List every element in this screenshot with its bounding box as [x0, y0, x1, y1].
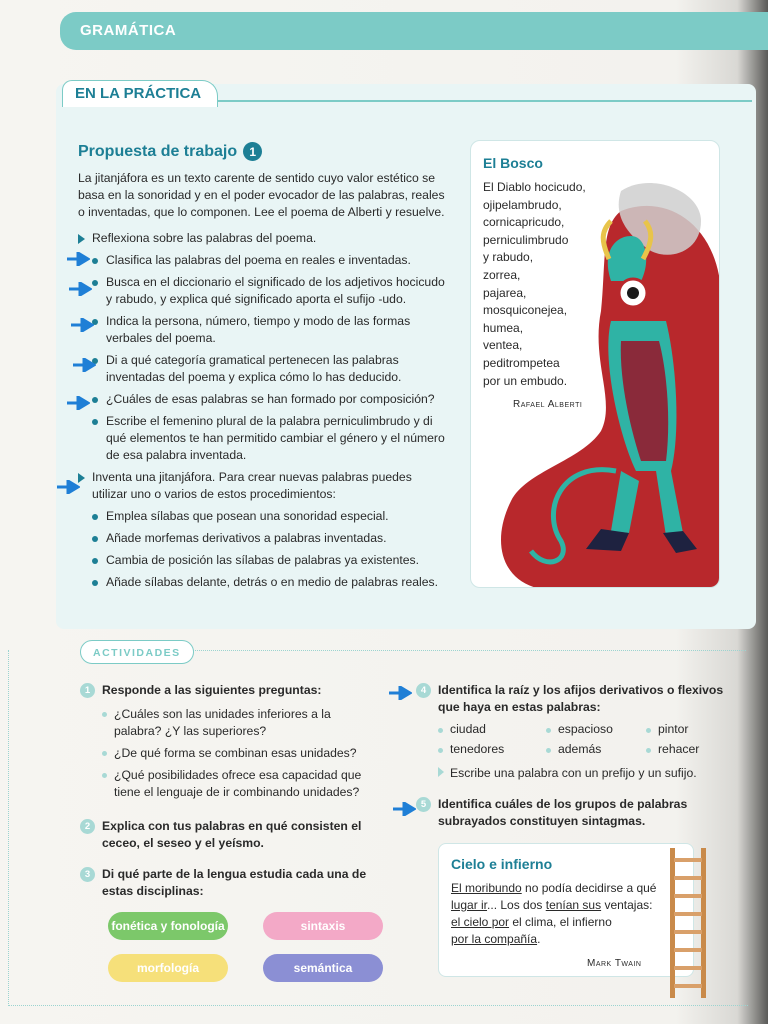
bullet-dot-icon	[438, 728, 443, 733]
task-item: Indica la persona, número, tiempo y modo de las formas verbales del poema.	[78, 313, 448, 347]
question-text: Explica con tus palabras en qué consisten el ceceo, el seseo y el yeísmo.	[102, 819, 362, 850]
activities-divider	[186, 650, 746, 651]
question-text: Di qué parte de la lengua estudia cada una de estas disciplinas:	[102, 867, 367, 898]
poem-line: El Diablo hocicudo,	[483, 180, 586, 194]
bullet-dot-icon	[92, 514, 98, 520]
section-header-bar	[60, 12, 768, 50]
list-item: ¿Qué posibilidades ofrece esa capacidad que tiene el lenguaje de ir combinando unidades?	[102, 767, 372, 801]
bullet-dot-icon	[92, 258, 98, 264]
poem-line: y rabudo,	[483, 250, 534, 265]
blue-arrow-icon	[388, 686, 412, 700]
poem-title: El Bosco	[483, 155, 543, 171]
blue-arrow-icon	[68, 282, 92, 296]
practice-title: EN LA PRÁCTICA	[75, 85, 202, 102]
poem-line: humea,	[483, 320, 524, 335]
blue-arrow-icon	[66, 396, 90, 410]
ladder-icon	[664, 848, 712, 998]
bullet-dot-icon	[546, 748, 551, 753]
task-item: Emplea sílabas que posean una sonoridad especial.	[78, 508, 448, 525]
question-text: Responde a las siguientes preguntas:	[102, 683, 322, 697]
proposal-title: Propuesta de trabajo	[78, 142, 238, 160]
question-text: Identifica cuáles de los grupos de palabras subrayados constituyen sintagmas.	[438, 797, 688, 828]
poem-text	[483, 179, 603, 390]
blue-arrow-icon	[392, 802, 416, 816]
bullet-dot-icon	[438, 748, 443, 753]
question-5	[420, 796, 698, 830]
discipline-pill: fonética y fonología	[108, 912, 228, 940]
discipline-pill: semántica	[263, 954, 383, 982]
blue-arrow-icon	[70, 318, 94, 332]
question-text: Identifica la raíz y los afijos derivativos o flexivos que haya en estas palabras:	[438, 683, 724, 714]
quote-card	[438, 843, 694, 977]
task-list	[78, 230, 448, 596]
task-item: Añade morfemas derivativos a palabras inventadas.	[78, 530, 448, 547]
bullet-dot-icon	[102, 751, 107, 756]
task-item: Cambia de posición las sílabas de palabras ya existentes.	[78, 552, 448, 569]
poem-line: por un embudo.	[483, 373, 568, 388]
poem-card	[470, 140, 720, 588]
bullet-dot-icon	[102, 773, 107, 778]
poem-line: peditrompetea	[483, 355, 560, 370]
bullet-dot-icon	[646, 728, 651, 733]
proposal-intro: La jitanjáfora es un texto carente de sentido cuyo valor estético se basa en la sonoridad y en el poder evocador de las palabras, reales o inventadas, que lo componen. Lee el poema de Alberti y resuelve.	[78, 171, 445, 219]
question-4-extra: Escribe una palabra con un prefijo y un sufijo.	[438, 766, 697, 780]
blue-arrow-icon	[72, 358, 96, 372]
task-item: Clasifica las palabras del poema en reales e inventadas.	[78, 252, 448, 269]
activities-title: ACTIVIDADES	[93, 647, 181, 659]
section-title: GRAMÁTICA	[80, 22, 177, 39]
blue-arrow-icon	[56, 480, 80, 494]
bullet-dot-icon	[546, 728, 551, 733]
bullet-dot-icon	[92, 536, 98, 542]
task-item: Inventa una jitanjáfora. Para crear nuevas palabras puedes utilizar uno o varios de estos procedimientos:	[78, 469, 448, 503]
quote-author: Mark Twain	[587, 958, 642, 969]
bullet-dot-icon	[646, 748, 651, 753]
question-number-badge: 1	[80, 683, 95, 698]
quote-text: El moribundo no podía decidirse a qué lugar ir... Los dos tenían sus ventajas: el cielo por el clima, el infierno por la compañía.	[451, 881, 657, 946]
discipline-pill: morfología	[108, 954, 228, 982]
quote-title: Cielo e infierno	[451, 856, 553, 872]
poem-line: pajarea,	[483, 285, 527, 300]
poem-line: ojipelambrudo,	[483, 197, 562, 212]
word-item: espacioso	[546, 722, 646, 736]
question-number-badge: 4	[416, 683, 431, 698]
question-number-badge: 5	[416, 797, 431, 812]
list-item: ¿De qué forma se combinan esas unidades?	[102, 745, 372, 762]
question-1	[84, 682, 382, 699]
task-item: Añade sílabas delante, detrás o en medio de palabras reales.	[78, 574, 448, 591]
discipline-pill: sintaxis	[263, 912, 383, 940]
practice-tab	[62, 80, 218, 107]
word-item: tenedores	[438, 742, 546, 756]
bullet-dot-icon	[92, 397, 98, 403]
word-item: pintor	[646, 722, 708, 736]
question-1-items	[102, 706, 372, 806]
poem-line: mosquiconejea,	[483, 303, 568, 318]
proposal-number-badge: 1	[243, 142, 262, 161]
poem-line: cornicapricudo,	[483, 215, 565, 230]
word-list	[438, 722, 708, 756]
practice-divider	[212, 100, 752, 102]
list-item: ¿Cuáles son las unidades inferiores a la palabra? ¿Y las superiores?	[102, 706, 372, 740]
bullet-dot-icon	[102, 712, 107, 717]
word-item: además	[546, 742, 646, 756]
bullet-dot-icon	[92, 558, 98, 564]
poem-line: zorrea,	[483, 267, 521, 282]
poem-line: ventea,	[483, 338, 523, 353]
word-item: rehacer	[646, 742, 708, 756]
question-number-badge: 2	[80, 819, 95, 834]
activities-tab	[80, 640, 194, 664]
triangle-bullet-icon	[78, 234, 85, 244]
task-item: Escribe el femenino plural de la palabra perniculimbrudo y di qué elementos te han permitido cambiar el género y el número de esa palabra inventada.	[78, 413, 448, 464]
poem-author: Rafael Alberti	[513, 399, 583, 410]
proposal-heading	[78, 142, 262, 161]
task-item: ¿Cuáles de esas palabras se han formado por composición?	[78, 391, 448, 408]
word-item: ciudad	[438, 722, 546, 736]
question-2	[84, 818, 392, 852]
question-3	[84, 866, 392, 900]
bullet-dot-icon	[92, 280, 98, 286]
triangle-bullet-icon	[438, 767, 444, 777]
bullet-dot-icon	[92, 419, 98, 425]
task-item: Busca en el diccionario el significado de los adjetivos hocicudo y rabudo, y explica qué significado aporta el sufijo -udo.	[78, 274, 448, 308]
question-4	[420, 682, 728, 716]
task-item: Reflexiona sobre las palabras del poema.	[78, 230, 448, 247]
blue-arrow-icon	[66, 252, 90, 266]
question-number-badge: 3	[80, 867, 95, 882]
bullet-dot-icon	[92, 580, 98, 586]
task-item: Di a qué categoría gramatical pertenecen las palabras inventadas del poema y explica cómo lo has deducido.	[78, 352, 448, 386]
poem-line: perniculimbrudo	[483, 232, 569, 247]
